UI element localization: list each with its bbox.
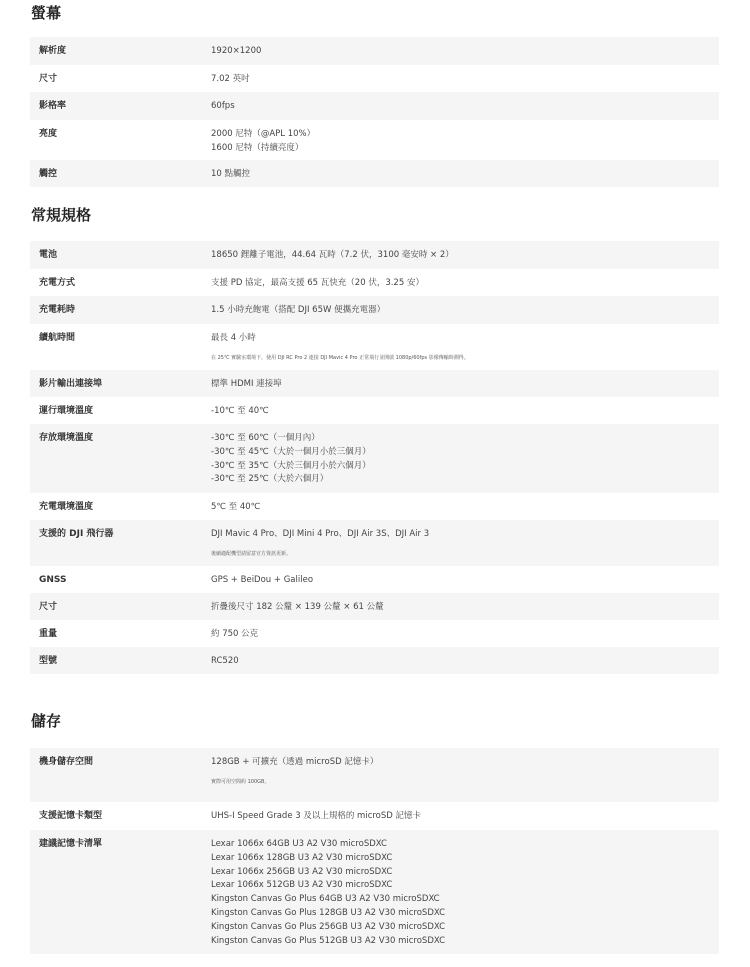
spec-value-line: 支援 PD 協定，最高支援 65 瓦快充（20 伏，3.25 安） [211,278,424,288]
spec-row [30,520,719,566]
spec-row [30,493,719,520]
spec-value [211,574,711,588]
spec-label: 型號 [39,656,58,666]
spec-value [211,45,711,59]
spec-value [211,304,711,318]
spec-value-line: UHS-I Speed Grade 3 及以上規格的 microSD 記憶卡 [211,811,422,821]
spec-label: 支援記憶卡類型 [39,811,103,821]
spec-label: 運行環境溫度 [39,406,94,416]
spec-row [30,120,719,160]
spec-value-line: 1.5 小時充飽電（搭配 DJI 65W 便攜充電器） [211,305,386,315]
spec-value-line: Lexar 1066x 256GB U3 A2 V30 microSDXC [211,866,393,877]
spec-value [211,810,711,824]
spec-label: 影格率 [39,101,67,111]
spec-value [211,655,711,669]
spec-value-line: 最長 4 小時 [211,333,256,343]
spec-value [211,168,711,182]
spec-row [30,160,719,187]
spec-label: 機身儲存空間 [39,757,94,767]
spec-row [30,92,719,120]
spec-value-line: DJI Mavic 4 Pro、DJI Mini 4 Pro、DJI Air 3S、DJI Air 3 [211,529,430,539]
spec-value-line: Kingston Canvas Go Plus 128GB U3 A2 V30 microSDXC [211,907,445,918]
spec-label: 尺寸 [39,602,58,612]
spec-label: 充電方式 [39,278,76,288]
spec-value [211,528,711,558]
section-title-general: 常規規格 [31,206,92,224]
spec-row [30,424,719,493]
spec-value-line: Lexar 1066x 128GB U3 A2 V30 microSDXC [211,852,393,863]
spec-value-line: Lexar 1066x 64GB U3 A2 V30 microSDXC [211,839,387,849]
spec-value [211,628,711,642]
spec-row [30,748,719,802]
spec-label: 亮度 [39,129,58,139]
spec-label: 建議記憶卡清單 [39,839,103,849]
spec-value-line: 5℃ 至 40℃ [211,502,261,512]
spec-value [211,432,711,487]
spec-label: 重量 [39,629,58,639]
spec-value-line: -30℃ 至 25℃（大於六個月） [211,474,329,485]
spec-footnote: 在 25℃ 實驗室環境下，使用 DJI RC Pro 2 連接 DJI Mavic 4 Pro 正常飛行並開啟 1080p/60fps 影像傳輸時測得。 [211,354,469,361]
section-title-storage: 儲存 [31,712,62,730]
spec-row [30,647,719,674]
spec-value [211,100,711,114]
spec-value-line: -30℃ 至 60℃（一個月內） [211,433,320,443]
spec-value [211,501,711,515]
spec-value-line: 60fps [211,101,235,111]
section-title-display: 螢幕 [31,4,62,22]
spec-value-line: 1600 尼特（持續亮度） [211,142,304,153]
spec-label: 續航時間 [39,333,76,343]
spec-value-line: Kingston Canvas Go Plus 64GB U3 A2 V30 microSDXC [211,894,440,905]
spec-table-display [30,37,719,187]
spec-value-line: -30℃ 至 35℃（大於三個月小於六個月） [211,460,371,471]
spec-row [30,37,719,65]
spec-row [30,802,719,830]
spec-value [211,405,711,419]
spec-value-line: 128GB + 可擴充（透過 microSD 記憶卡） [211,757,379,767]
spec-table-general [30,241,719,674]
spec-value [211,277,711,291]
spec-row [30,241,719,269]
spec-value [211,249,711,263]
spec-label: 電池 [39,250,58,260]
spec-value [211,128,711,156]
spec-value [211,601,711,615]
spec-row [30,324,719,370]
spec-label: 充電耗時 [39,305,76,315]
spec-value [211,378,711,392]
spec-value [211,73,711,87]
spec-label: 解析度 [39,46,67,56]
spec-value-line: 7.02 英吋 [211,74,250,84]
spec-row [30,370,719,397]
spec-value-line: -30℃ 至 45℃（大於一個月小於三個月） [211,446,371,457]
spec-value-line: GPS + BeiDou + Galileo [211,575,314,585]
spec-row [30,620,719,647]
spec-value-line: RC520 [211,656,239,666]
spec-footnote: 後續適配機型請留意官方資訊更新。 [211,550,292,557]
spec-row [30,269,719,296]
spec-value [211,838,711,948]
spec-value-line: 18650 鋰離子電池，44.64 瓦時（7.2 伏，3100 毫安時 × 2） [211,250,454,260]
spec-label: 觸控 [39,169,58,179]
spec-value-line: 10 點觸控 [211,169,251,179]
spec-value-line: Kingston Canvas Go Plus 512GB U3 A2 V30 microSDXC [211,935,445,946]
spec-label: 影片輸出連接埠 [39,379,103,389]
spec-value-line: 1920×1200 [211,46,262,56]
spec-value-line: 約 750 公克 [211,629,259,639]
spec-label: 支援的 DJI 飛行器 [39,529,114,539]
spec-label: 存放環境溫度 [39,433,94,443]
spec-row [30,65,719,92]
spec-value-line: Lexar 1066x 512GB U3 A2 V30 microSDXC [211,880,393,891]
spec-row [30,593,719,620]
spec-label: GNSS [39,575,67,585]
spec-value [211,756,711,786]
spec-row [30,397,719,424]
spec-footnote: 實際可用空間約 100GB。 [211,778,270,785]
spec-table-storage [30,748,719,954]
spec-value-line: 標準 HDMI 連接埠 [211,379,282,389]
spec-value-line: 2000 尼特（@APL 10%） [211,129,316,139]
spec-label: 充電環境溫度 [39,502,94,512]
spec-label: 尺寸 [39,74,58,84]
spec-value-line: Kingston Canvas Go Plus 256GB U3 A2 V30 microSDXC [211,921,445,932]
spec-value [211,332,711,362]
spec-row [30,830,719,954]
spec-value-line: 折疊後尺寸 182 公釐 × 139 公釐 × 61 公釐 [211,602,384,612]
spec-row [30,296,719,324]
spec-row [30,566,719,593]
spec-value-line: -10℃ 至 40℃ [211,406,269,416]
